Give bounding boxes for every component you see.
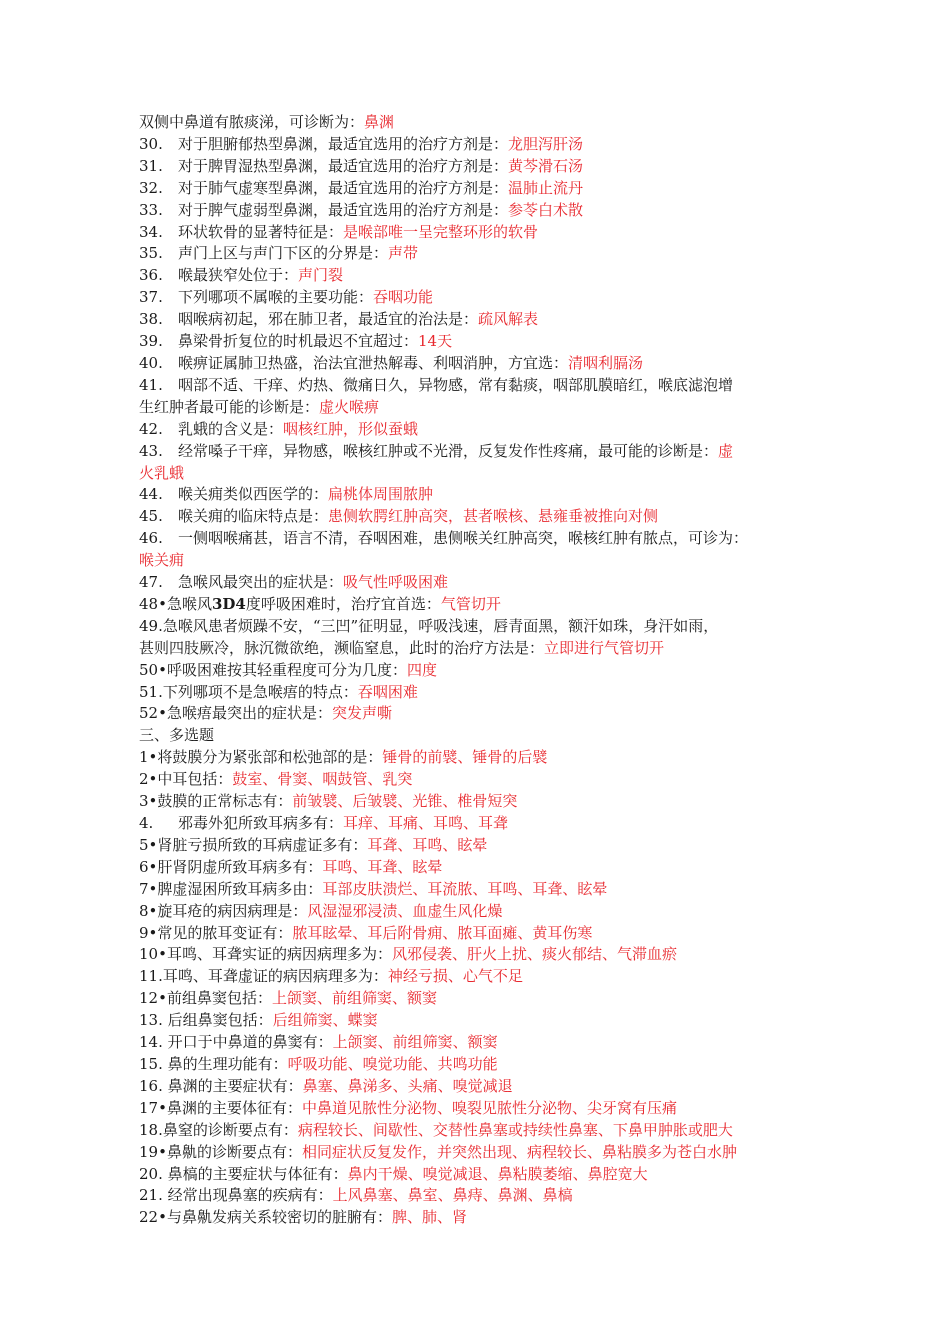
answer-text: 喉关痈 <box>139 551 185 570</box>
question-number: 39. <box>139 332 163 351</box>
question-text: 急喉痦最突出的症状是： <box>166 704 332 723</box>
question-text: 对于脾胃湿热型鼻渊，最适宜选用的治疗方剂是： <box>178 156 509 175</box>
question-number: 5• <box>139 835 158 854</box>
answer-text: 病程较长、间歇性、交替性鼻塞或持续性鼻塞、下鼻甲肿胀或肥大 <box>297 1120 733 1139</box>
answer-text: 相同症状反复发作，并突然出现、病程较长、鼻粘膜多为苍白水肿 <box>301 1142 737 1161</box>
answer-text: 鼻塞、鼻涕多、头痛、嗅觉减退 <box>302 1076 513 1095</box>
question-text: 喉最狭窄处位于： <box>178 266 299 285</box>
question-text: 经常嗓子干痒，异物感，喉核红肿或不光滑，反复发作性疼痛，最可能的诊断是： <box>178 441 719 460</box>
question-number: 4. <box>139 814 154 832</box>
question-text: 与鼻鼽发病关系较密切的脏腑有： <box>166 1208 392 1227</box>
question-text: 鼻槁的主要症状与体征有： <box>167 1164 348 1183</box>
question-number: 35. <box>139 244 163 263</box>
line-m17 <box>139 1098 814 1120</box>
question-text: 鼻鼽的诊断要点有： <box>166 1142 302 1161</box>
question-text: 下列哪项不是急喉痦的特点： <box>162 682 358 701</box>
answer-text: 气管切开 <box>440 594 501 613</box>
line-q50 <box>139 660 814 682</box>
question-text: 鼻渊的主要体征有： <box>166 1098 302 1117</box>
question-number: 48• <box>139 594 167 613</box>
answer-text: 14天 <box>418 332 453 351</box>
question-text: 耳鸣、耳聋实证的病因病理多为： <box>166 945 392 964</box>
question-number: 42. <box>139 419 163 438</box>
question-text: 鼻窒的诊断要点有： <box>162 1120 298 1139</box>
question-number: 2• <box>139 770 158 789</box>
line-q41-cont <box>139 397 814 419</box>
question-text: 鼓膜的正常标志有： <box>157 792 293 811</box>
line-q38 <box>139 309 814 331</box>
line-q43-cont <box>139 463 814 485</box>
answer-text: 火乳蛾 <box>139 463 185 482</box>
answer-text: 声带 <box>388 244 419 263</box>
question-text: 开口于中鼻道的鼻窦有： <box>167 1033 333 1052</box>
question-text: 对于胆腑郁热型鼻渊，最适宜选用的治疗方剂是： <box>178 134 509 153</box>
question-number: 20. <box>139 1164 168 1183</box>
answer-text: 呼吸功能、嗅觉功能、共鸣功能 <box>287 1054 498 1073</box>
answer-text: 上风鼻塞、鼻室、鼻痔、鼻渊、鼻槁 <box>332 1186 573 1205</box>
answer-text: 是喉部唯一呈完整环形的软骨 <box>343 222 539 241</box>
answer-text: 锤骨的前襞、锤骨的后襞 <box>382 748 548 767</box>
line-m18 <box>139 1120 814 1142</box>
question-number: 41. <box>139 375 163 394</box>
line-q48 <box>139 594 814 616</box>
question-number: 16. <box>139 1076 168 1095</box>
line-q36 <box>139 265 814 287</box>
question-text: 鼻渊的主要症状有： <box>167 1076 303 1095</box>
question-text: 鼻梁骨折复位的时机最迟不宜超过： <box>178 332 419 351</box>
line-q45 <box>139 506 814 528</box>
question-number: 10• <box>139 945 167 964</box>
line-m6 <box>139 857 814 879</box>
answer-text: 神经亏损、心气不足 <box>387 967 523 986</box>
question-number: 31. <box>139 156 163 175</box>
answer-text: 上颌窦、前组筛窦、额窦 <box>332 1033 498 1052</box>
answer-text: 上颌窦、前组筛窦、额窦 <box>271 989 437 1008</box>
line-m14 <box>139 1032 814 1054</box>
question-number: 49. <box>139 616 163 635</box>
question-number: 50• <box>139 660 167 679</box>
question-number: 12• <box>139 989 167 1008</box>
question-number: 6• <box>139 857 158 876</box>
question-number: 18. <box>139 1120 163 1139</box>
answer-text: 温肺止流丹 <box>508 178 584 197</box>
question-text: 乳蛾的含义是： <box>178 419 284 438</box>
line-m20 <box>139 1164 814 1186</box>
question-number: 1• <box>139 748 158 767</box>
answer-text: 吸气性呼吸困难 <box>343 573 449 592</box>
question-text: 急喉风 <box>166 594 212 613</box>
line-m2 <box>139 769 814 791</box>
answer-text: 参苓白术散 <box>508 200 584 219</box>
answer-text: 脓耳眩晕、耳后附骨痈、脓耳面瘫、黄耳伤寒 <box>292 923 593 942</box>
question-text: 后组鼻窦包括： <box>167 1011 273 1030</box>
section-title: 三、多选题 <box>139 726 215 745</box>
line-m10 <box>139 944 814 966</box>
answer-text: 突发声嘶 <box>331 704 392 723</box>
question-number: 38. <box>139 310 163 329</box>
line-q46-cont <box>139 550 814 572</box>
question-number: 19• <box>139 1142 167 1161</box>
answer-text: 声门裂 <box>298 266 344 285</box>
line-q52 <box>139 703 814 725</box>
answer-text: 黄芩滑石汤 <box>508 156 584 175</box>
question-text: 咽喉病初起，邪在肺卫者，最适宜的治法是： <box>178 310 479 329</box>
question-text: 对于脾气虚弱型鼻渊，最适宜选用的治疗方剂是： <box>178 200 509 219</box>
question-text: 咽部不适、干痒、灼热、微痛日久，异物感，常有黏痰，咽部肌膜暗红，喉底滤泡增 <box>178 375 734 394</box>
question-text: 鼻的生理功能有： <box>167 1054 288 1073</box>
question-number: 47. <box>139 573 163 592</box>
question-text: 喉痹证属肺卫热盛，治法宜泄热解毒、利咽消肿，方宜选： <box>178 353 569 372</box>
question-number: 45. <box>139 507 163 526</box>
question-number: 30. <box>139 134 163 153</box>
line-q49-cont <box>139 638 814 660</box>
line-m3 <box>139 791 814 813</box>
question-number: 32. <box>139 178 163 197</box>
answer-text: 扁桃体周围脓肿 <box>328 485 434 504</box>
question-text: 双侧中鼻道有脓痰涕，可诊断为： <box>139 113 365 131</box>
question-text: 前组鼻窦包括： <box>166 989 272 1008</box>
answer-text: 中鼻道见脓性分泌物、嗅裂见脓性分泌物、尖牙窝有压痛 <box>301 1098 677 1117</box>
question-text: 甚则四肢厥冷，脉沉微欲绝，濒临窒息，此时的治疗方法是： <box>139 638 545 657</box>
answer-text: 鼻渊 <box>364 113 395 131</box>
question-number: 40. <box>139 353 163 372</box>
question-text: 将鼓膜分为紧张部和松弛部的是： <box>157 748 383 767</box>
line-q34 <box>139 222 814 244</box>
answer-text: 患侧软腭红肿高突，甚者喉核、悬雍垂被推向对侧 <box>328 507 659 526</box>
question-text: 耳鸣、耳聋虚证的病因病理多为： <box>162 967 388 986</box>
question-number: 8• <box>139 901 158 920</box>
question-number: 15. <box>139 1054 168 1073</box>
question-text: 呼吸困难按其轻重程度可分为几度： <box>166 660 407 679</box>
line-q47 <box>139 572 814 594</box>
question-number: 37. <box>139 288 163 307</box>
line-q46 <box>139 528 814 550</box>
answer-text: 疏风解表 <box>478 310 539 329</box>
question-text: 肝肾阴虚所致耳病多有： <box>157 857 323 876</box>
line-m7 <box>139 879 814 901</box>
question-text: 邪毒外犯所致耳病多有： <box>178 814 344 832</box>
document-page <box>139 112 814 1229</box>
question-number: 3• <box>139 792 158 811</box>
question-number: 36. <box>139 266 163 285</box>
question-text: 急喉风最突出的症状是： <box>178 573 344 592</box>
question-number: 21. <box>139 1186 168 1205</box>
question-text: 中耳包括： <box>157 770 233 789</box>
line-m11 <box>139 966 814 988</box>
question-text: 一侧咽喉痛甚，语言不清，吞咽困难，患侧喉关红肿高突，喉核红肿有脓点，可诊为： <box>178 529 749 548</box>
answer-text: 耳部皮肤溃烂、耳流脓、耳鸣、耳聋、眩晕 <box>322 879 608 898</box>
answer-text: 风邪侵袭、肝火上扰、痰火郁结、气滞血瘀 <box>391 945 677 964</box>
line-q35 <box>139 243 814 265</box>
question-text: 对于肺气虚寒型鼻渊，最适宜选用的治疗方剂是： <box>178 178 509 197</box>
question-text: 下列哪项不属喉的主要功能： <box>178 288 374 307</box>
question-number: 52• <box>139 704 167 723</box>
answer-text: 吞咽功能 <box>373 288 434 307</box>
question-text: 急喉风患者烦躁不安，“三凹”征明显，呼吸浅速，唇青面黑，额汗如珠，身汗如雨， <box>162 616 719 635</box>
line-m15 <box>139 1054 814 1076</box>
answer-text: 耳鸣、耳聋、眩晕 <box>322 857 443 876</box>
question-text: 度呼吸困难时，治疗宜首选： <box>245 594 441 613</box>
question-number: 43. <box>139 441 163 460</box>
answer-text: 耳聋、耳鸣、眩晕 <box>367 835 488 854</box>
question-number: 33. <box>139 200 163 219</box>
question-text: 旋耳疮的病因病理是： <box>157 901 308 920</box>
line-m4 <box>139 813 814 835</box>
line-m5 <box>139 835 814 857</box>
line-q30 <box>139 134 814 156</box>
line-q42 <box>139 419 814 441</box>
line-m13 <box>139 1010 814 1032</box>
line-q32 <box>139 178 814 200</box>
question-number: 51. <box>139 682 163 701</box>
line-m19 <box>139 1142 814 1164</box>
line-q51 <box>139 682 814 704</box>
line-m8 <box>139 901 814 923</box>
question-text: 声门上区与声门下区的分界是： <box>178 244 389 263</box>
answer-text: 吞咽困难 <box>357 682 418 701</box>
answer-text: 脾、肺、肾 <box>391 1208 467 1227</box>
answer-text: 鼻内干燥、嗅觉减退、鼻粘膜萎缩、鼻腔宽大 <box>347 1164 648 1183</box>
line-q43 <box>139 441 814 463</box>
answer-text: 咽核红肿，形似蚕蛾 <box>283 419 419 438</box>
line-q29-cont <box>139 112 814 134</box>
answer-text: 虚火喉痹 <box>319 397 380 416</box>
question-number: 7• <box>139 879 158 898</box>
question-number: 13. <box>139 1011 168 1030</box>
line-m1 <box>139 747 814 769</box>
answer-text: 后组筛窦、蝶窦 <box>272 1011 378 1030</box>
line-q31 <box>139 156 814 178</box>
question-text: 常见的脓耳变证有： <box>157 923 293 942</box>
line-m9 <box>139 923 814 945</box>
line-m16 <box>139 1076 814 1098</box>
line-q37 <box>139 287 814 309</box>
answer-text: 前皱襞、后皱襞、光锥、椎骨短突 <box>292 792 518 811</box>
answer-text: 风湿湿邪浸渍、血虚生风化燥 <box>307 901 503 920</box>
question-number: 22• <box>139 1208 167 1227</box>
question-text: 环状软骨的显著特征是： <box>178 222 344 241</box>
question-text: 喉关痈类似西医学的： <box>178 485 329 504</box>
answer-text: 四度 <box>406 660 437 679</box>
question-number: 44. <box>139 485 163 504</box>
question-number: 17• <box>139 1098 167 1117</box>
answer-text: 虚 <box>718 441 734 460</box>
line-q39 <box>139 331 814 353</box>
question-text: 脾虚湿困所致耳病多由： <box>157 879 323 898</box>
question-number: 46. <box>139 529 163 548</box>
answer-text: 龙胆泻肝汤 <box>508 134 584 153</box>
line-q41 <box>139 375 814 397</box>
line-q33 <box>139 200 814 222</box>
line-q40 <box>139 353 814 375</box>
answer-text: 鼓室、骨窦、咽鼓管、乳突 <box>232 770 413 789</box>
line-q49 <box>139 616 814 638</box>
answer-text: 耳痒、耳痛、耳鸣、耳聋 <box>343 814 509 832</box>
question-text: 肾脏亏损所致的耳病虚证多有： <box>157 835 368 854</box>
line-m12 <box>139 988 814 1010</box>
question-number: 14. <box>139 1033 168 1052</box>
question-text: 喉关痈的临床特点是： <box>178 507 329 526</box>
question-text: 经常出现鼻塞的疾病有： <box>167 1186 333 1205</box>
question-number: 34. <box>139 222 163 241</box>
line-m22 <box>139 1207 814 1229</box>
question-text-bold: 3D4 <box>211 594 246 613</box>
question-text: 生红肿者最可能的诊断是： <box>139 397 320 416</box>
answer-text: 清咽利膈汤 <box>568 353 644 372</box>
question-number: 9• <box>139 923 158 942</box>
answer-text: 立即进行气管切开 <box>544 638 665 657</box>
line-q44 <box>139 484 814 506</box>
question-number: 11. <box>139 967 163 986</box>
line-m21 <box>139 1185 814 1207</box>
